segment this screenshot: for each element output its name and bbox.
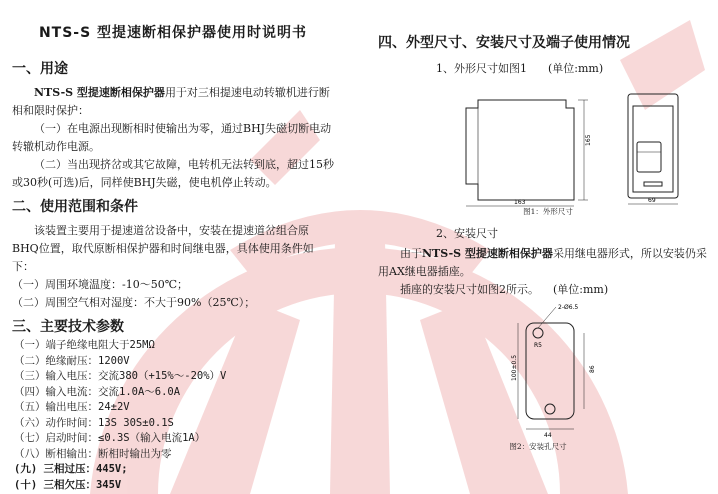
scope-humidity: （二）周围空气相对湿度：不大于90%（25℃）；: [12, 296, 256, 309]
params-list: [12, 338, 334, 493]
section-params-heading: 三、主要技术参数: [12, 319, 124, 335]
fig1-depth-dim: 69: [648, 197, 656, 204]
figure1-unit: (单位:mm): [547, 62, 604, 75]
mount-size-label: 2、安装尺寸: [436, 227, 498, 240]
figure1-label: [436, 60, 708, 76]
section-scope-heading: 二、使用范围和条件: [12, 199, 138, 215]
figure2-mount-drawing: [378, 301, 708, 443]
param-item: （三）输入电压：交流380（+15%～-20%）V: [14, 370, 227, 382]
section-dimensions-heading: 四、外型尺寸、安装尺寸及端子使用情况: [378, 35, 630, 51]
fig1-width-dim: 163: [514, 199, 526, 206]
usage-item-2: （二）当出现挤岔或其它故障，电转机无法转到底，超过15秒或30秒(可选)后，同样使BHJ失磁，使电机停止转动。: [12, 158, 334, 189]
fig2-overall-dim: 100±0.5: [511, 354, 518, 381]
fig1-height-dim: 165: [585, 134, 592, 146]
figure1-title: 1、外形尺寸如图1: [436, 62, 527, 75]
fig2-width-dim: 44: [544, 432, 552, 439]
usage-item-1: （一）在电源出现断相时使输出为零，通过BHJ失磁切断电动转辙机动作电源。: [12, 122, 332, 153]
section-usage-heading: 一、用途: [12, 61, 68, 77]
param-item: (十) 三相欠压：345V: [14, 478, 122, 491]
param-item: （六）动作时间：13S 30S±0.1S: [14, 416, 174, 429]
param-item: （八）断相输出：断相时输出为零: [14, 447, 172, 460]
param-item: (九) 三相过压：445V;: [14, 463, 128, 475]
document-title: NTS-S 型提速断相保护器使用时说明书: [38, 25, 308, 41]
param-item: （二）绝缘耐压：1200V: [14, 354, 130, 367]
usage-intro-text: 用于对三相提速电动转辙机进行断相和限时保护：: [12, 86, 330, 117]
fig2-radius-dim: R5: [534, 342, 542, 349]
fig2-hole-dim: 2-Ø6.5: [558, 304, 579, 311]
figure2-caption: 图2：安装孔尺寸: [509, 442, 567, 451]
mount-description: [378, 245, 708, 281]
mount-desc-rest: 采用继电器形式，所以安装仍采用AX继电器插座。: [378, 247, 707, 278]
product-name-2: NTS-S 型提速断相保护器: [422, 247, 553, 260]
product-name: NTS-S 型提速断相保护器: [34, 86, 165, 99]
mount-socket-text: 插座的安装尺寸如图2所示。: [400, 283, 539, 296]
param-item: （七）启动时间：≤0.3S（输入电流1A）: [14, 432, 206, 444]
right-column: [378, 32, 708, 452]
param-item: （一）端子绝缘电阻大于25MΩ: [14, 339, 155, 351]
scope-temperature: （一）周围环境温度：-10～50℃；: [12, 278, 189, 291]
mount-desc-pre: 由于: [400, 247, 422, 260]
fig2-pitch-dim: 86: [589, 365, 596, 373]
param-item: （四）输入电流：交流1.0A～6.0A: [14, 385, 181, 398]
mount-socket-line: [378, 281, 708, 299]
mount-unit: (单位:mm): [553, 283, 609, 296]
param-item: （五）输出电压：24±2V: [14, 401, 130, 413]
figure1-outline-drawing: [378, 80, 708, 208]
usage-intro: [12, 84, 334, 120]
left-column: [12, 22, 334, 493]
scope-intro: 该装置主要用于提速道岔设备中，安装在提速道岔组合原BHQ位置，取代原断相保护器和时间继电器，具体使用条件如下：: [12, 224, 314, 273]
figure1-caption: 图1：外形尺寸: [523, 207, 573, 216]
